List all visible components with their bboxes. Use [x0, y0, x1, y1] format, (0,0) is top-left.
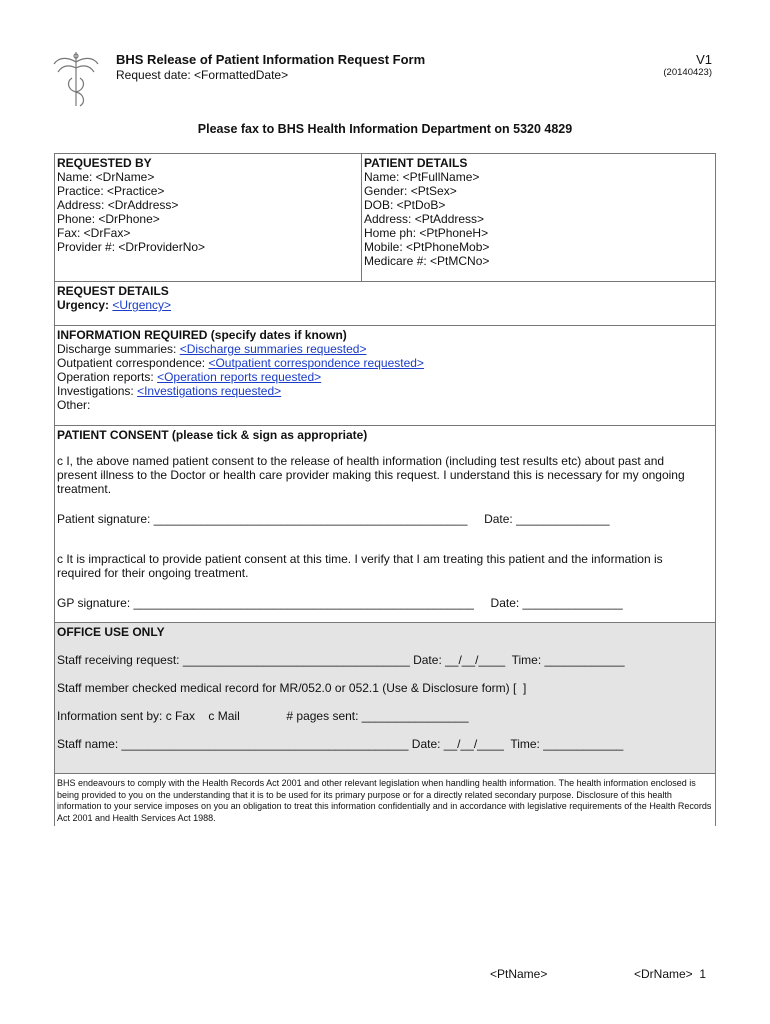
patient-details-line: Gender: <PtSex>	[364, 184, 457, 198]
patient-details-line: DOB: <PtDoB>	[364, 198, 446, 212]
info-item-label: Outpatient correspondence:	[57, 356, 206, 370]
investigations-link[interactable]: <Investigations requested>	[137, 384, 282, 398]
bhs-logo-icon	[52, 48, 100, 110]
office-use-heading: OFFICE USE ONLY	[57, 625, 165, 639]
staff-receiving-line: Staff receiving request: __________________________________ Date: __/__/____ Time: ____________	[57, 653, 625, 667]
requested-by-line: Phone: <DrPhone>	[57, 212, 160, 226]
form-title: BHS Release of Patient Information Request Form	[116, 52, 426, 67]
requested-by-line: Fax: <DrFax>	[57, 226, 131, 240]
request-form	[54, 153, 716, 826]
medical-record-check-line: Staff member checked medical record for MR/052.0 or 052.1 (Use & Disclosure form) [ ]	[57, 681, 527, 695]
info-item-label: Discharge summaries:	[57, 342, 177, 356]
requested-by-panel	[55, 154, 362, 281]
info-item-label: Investigations:	[57, 384, 134, 398]
info-item-label: Other:	[57, 398, 91, 412]
patient-consent-section	[55, 425, 715, 622]
urgency-label: Urgency:	[57, 298, 110, 312]
staff-name-line: Staff name: ___________________________________________ Date: __/__/____ Time: ____________	[57, 737, 624, 751]
urgency-link[interactable]: <Urgency>	[112, 298, 172, 312]
requested-by-line: Address: <DrAddress>	[57, 198, 179, 212]
requested-by-heading: REQUESTED BY	[57, 156, 152, 170]
patient-details-heading: PATIENT DETAILS	[364, 156, 468, 170]
footer-patient-name: <PtName>	[490, 967, 548, 981]
requested-by-line: Name: <DrName>	[57, 170, 155, 184]
outpatient-correspondence-link[interactable]: <Outpatient correspondence requested>	[208, 356, 424, 370]
form-version-date: (20140423)	[663, 67, 712, 78]
requested-by-line: Provider #: <DrProviderNo>	[57, 240, 206, 254]
requester-patient-section	[55, 153, 715, 281]
consent-option-impractical: c It is impractical to provide patient consent at this time. I verify that I am treating this patient and the information is required for their ongoing treatment.	[57, 552, 663, 580]
form-version: V1	[696, 52, 712, 67]
request-details-section	[55, 281, 715, 325]
info-item-label: Operation reports:	[57, 370, 154, 384]
patient-details-line: Mobile: <PtPhoneMob>	[364, 240, 490, 254]
patient-details-line: Address: <PtAddress>	[364, 212, 485, 226]
operation-reports-link[interactable]: <Operation reports requested>	[157, 370, 322, 384]
gp-signature-line: GP signature: ___________________________________________________ Date: _______________	[57, 596, 623, 610]
request-date: Request date: <FormattedDate>	[116, 68, 289, 82]
information-required-heading: INFORMATION REQUIRED (specify dates if known)	[57, 328, 347, 342]
patient-details-line: Medicare #: <PtMCNo>	[364, 254, 490, 268]
patient-details-panel	[362, 154, 715, 281]
patient-details-line: Name: <PtFullName>	[364, 170, 480, 184]
fax-instruction: Please fax to BHS Health Information Department on 5320 4829	[197, 122, 573, 136]
information-required-section	[55, 325, 715, 425]
office-use-section	[55, 622, 715, 773]
disclaimer: BHS endeavours to comply with the Health Records Act 2001 and other relevant legislation when handling health information. The health information enclosed is being provided to you on the understanding that it is to be used for its primary purpose or for a directly related secondary purpose. Disclosure of this health information to your service imposes on you an obligation to treat this information confidentially and in accordance with legislative requirements of the Health Records Act 2001 and Health Services Act 1988.	[55, 773, 715, 826]
information-sent-line: Information sent by: c Fax c Mail # pages sent: ________________	[57, 709, 469, 723]
discharge-summaries-link[interactable]: <Discharge summaries requested>	[179, 342, 367, 356]
request-details-heading: REQUEST DETAILS	[57, 284, 169, 298]
patient-details-line: Home ph: <PtPhoneH>	[364, 226, 489, 240]
footer-doctor-page: <DrName> 1	[634, 967, 707, 981]
requested-by-line: Practice: <Practice>	[57, 184, 165, 198]
patient-signature-line: Patient signature: _______________________________________________ Date: ______________	[57, 512, 610, 526]
patient-consent-heading: PATIENT CONSENT (please tick & sign as appropriate)	[57, 428, 368, 442]
consent-option-patient: c I, the above named patient consent to the release of health information (including test results etc) about past and present illness to the Doctor or health care provider making this request. I understand this is necessary for my ongoing treatment.	[57, 454, 685, 496]
